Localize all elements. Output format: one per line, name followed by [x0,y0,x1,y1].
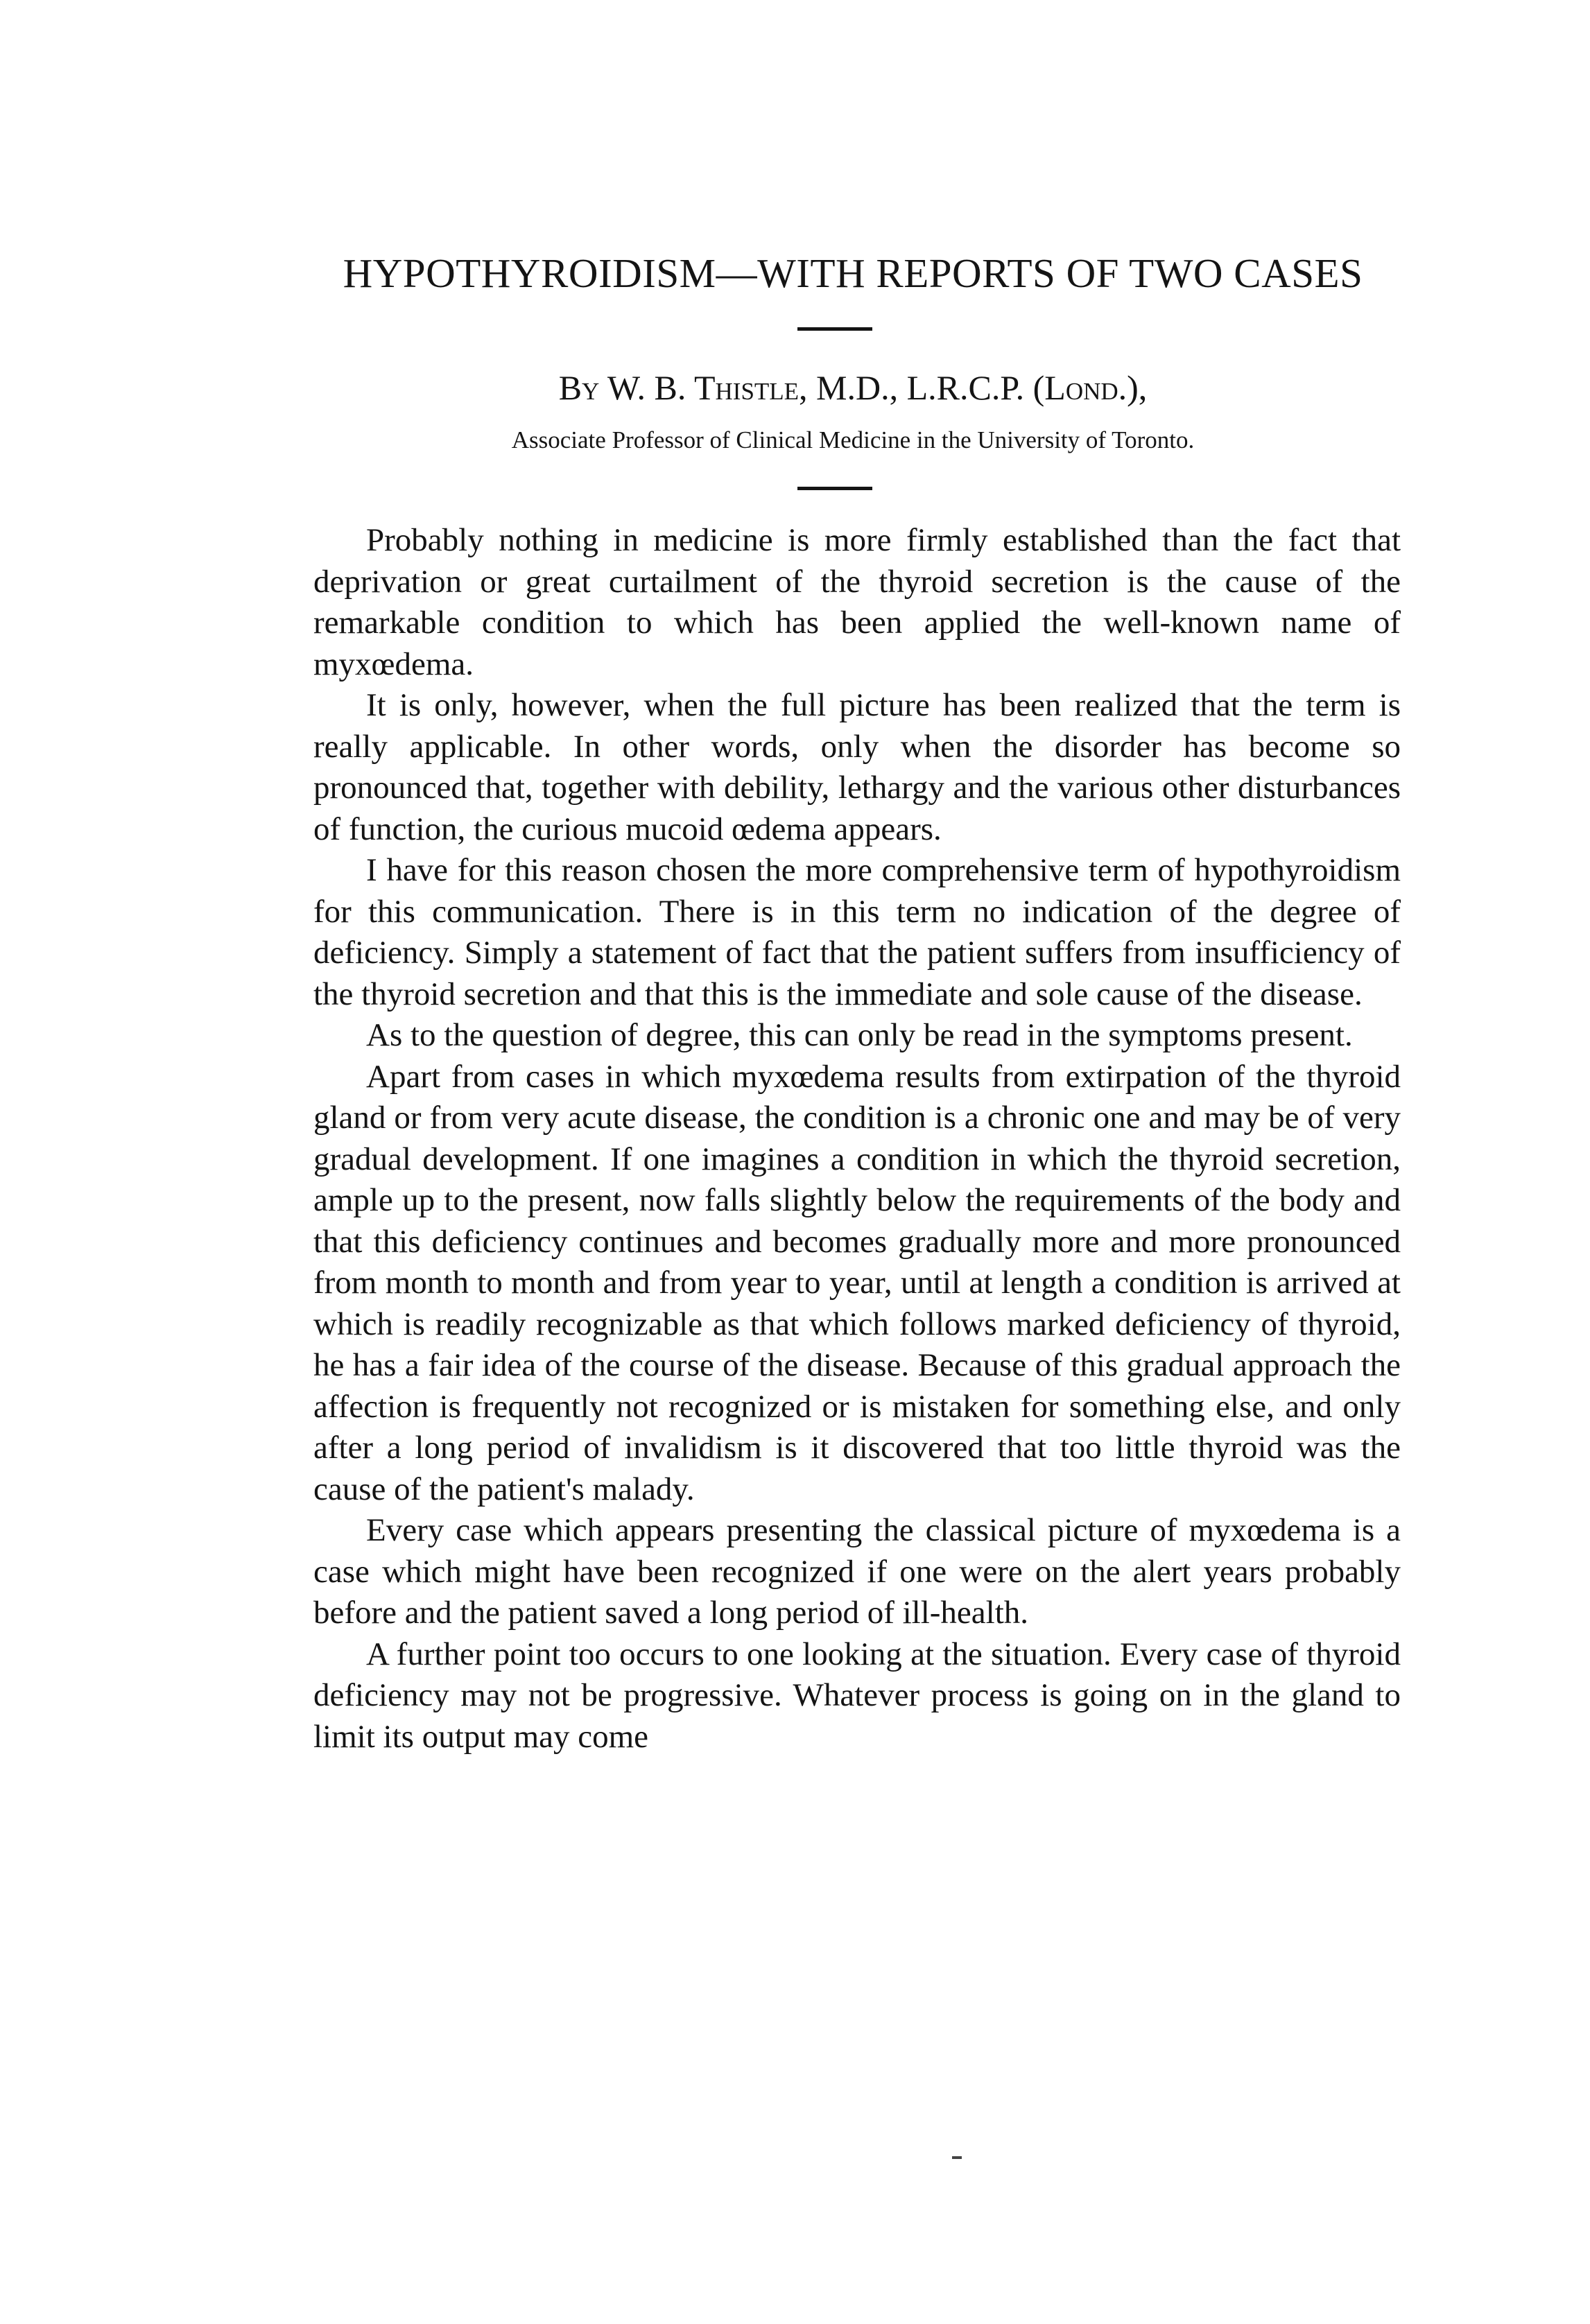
paragraph: Apart from cases in which myxœdema results from extirpation of the thyroid gland or from very acute disease, the condition is a chronic one and may be of very gradual development. If one imagines a condition in which the thyroid secretion, ample up to the present, now falls slightly below the requirements of the body and that this deficiency continues and becomes gradually more and more pronounced from month to month and from year to year, until at length a condition is arrived at which is readily recognizable as that which follows marked deficiency of thyroid, he has a fair idea of the course of the disease. Because of this gradual approach the affection is frequently not recognized or is mistaken for something else, and only after a long period of invalidism is it discovered that too little thyroid was the cause of the patient's malady. [313,1058,1401,1507]
paragraph: I have for this reason chosen the more comprehensive term of hypothyroidism for this communication. There is in this term no indication of the degree of deficiency. Simply a statement of fact that the patient suffers from insufficiency of the thyroid secretion and that this is the immediate and sole cause of the disease. [313,852,1401,1012]
article-body [313,520,1401,1758]
title-divider [797,327,872,331]
paragraph: Probably nothing in medicine is more firmly established than the fact that deprivation or great curtailment of the thyroid secretion is the cause of the remarkable condition to which has been applied the well-known name of myxœdema. [313,522,1401,682]
header-divider [797,487,872,490]
paragraph: As to the question of degree, this can only be read in the symptoms present. [366,1017,1353,1053]
page-footer-mark [952,2156,962,2159]
author-affiliation: Associate Professor of Clinical Medicine in the University of Toronto. [511,426,1195,453]
author-byline: By W. B. Thistle, M.D., L.R.C.P. (Lond.), [558,368,1148,407]
paragraph: It is only, however, when the full picture has been realized that the term is really applicable. In other words, only when the disorder has become so pronounced that, together with debility, lethargy and the various other disturbances of function, the curious mucoid œdema appears. [313,687,1401,847]
paragraph: Every case which appears presenting the classical picture of myxœdema is a case which might have been recognized if one were on the alert years probably before and the patient saved a long period of ill-health. [313,1512,1401,1631]
paragraph: A further point too occurs to one looking at the situation. Every case of thyroid deficiency may not be progressive. Whatever process is going on in the gland to limit its output may come [313,1636,1401,1755]
article-title: HYPOTHYROIDISM—WITH REPORTS OF TWO CASES [343,250,1363,296]
